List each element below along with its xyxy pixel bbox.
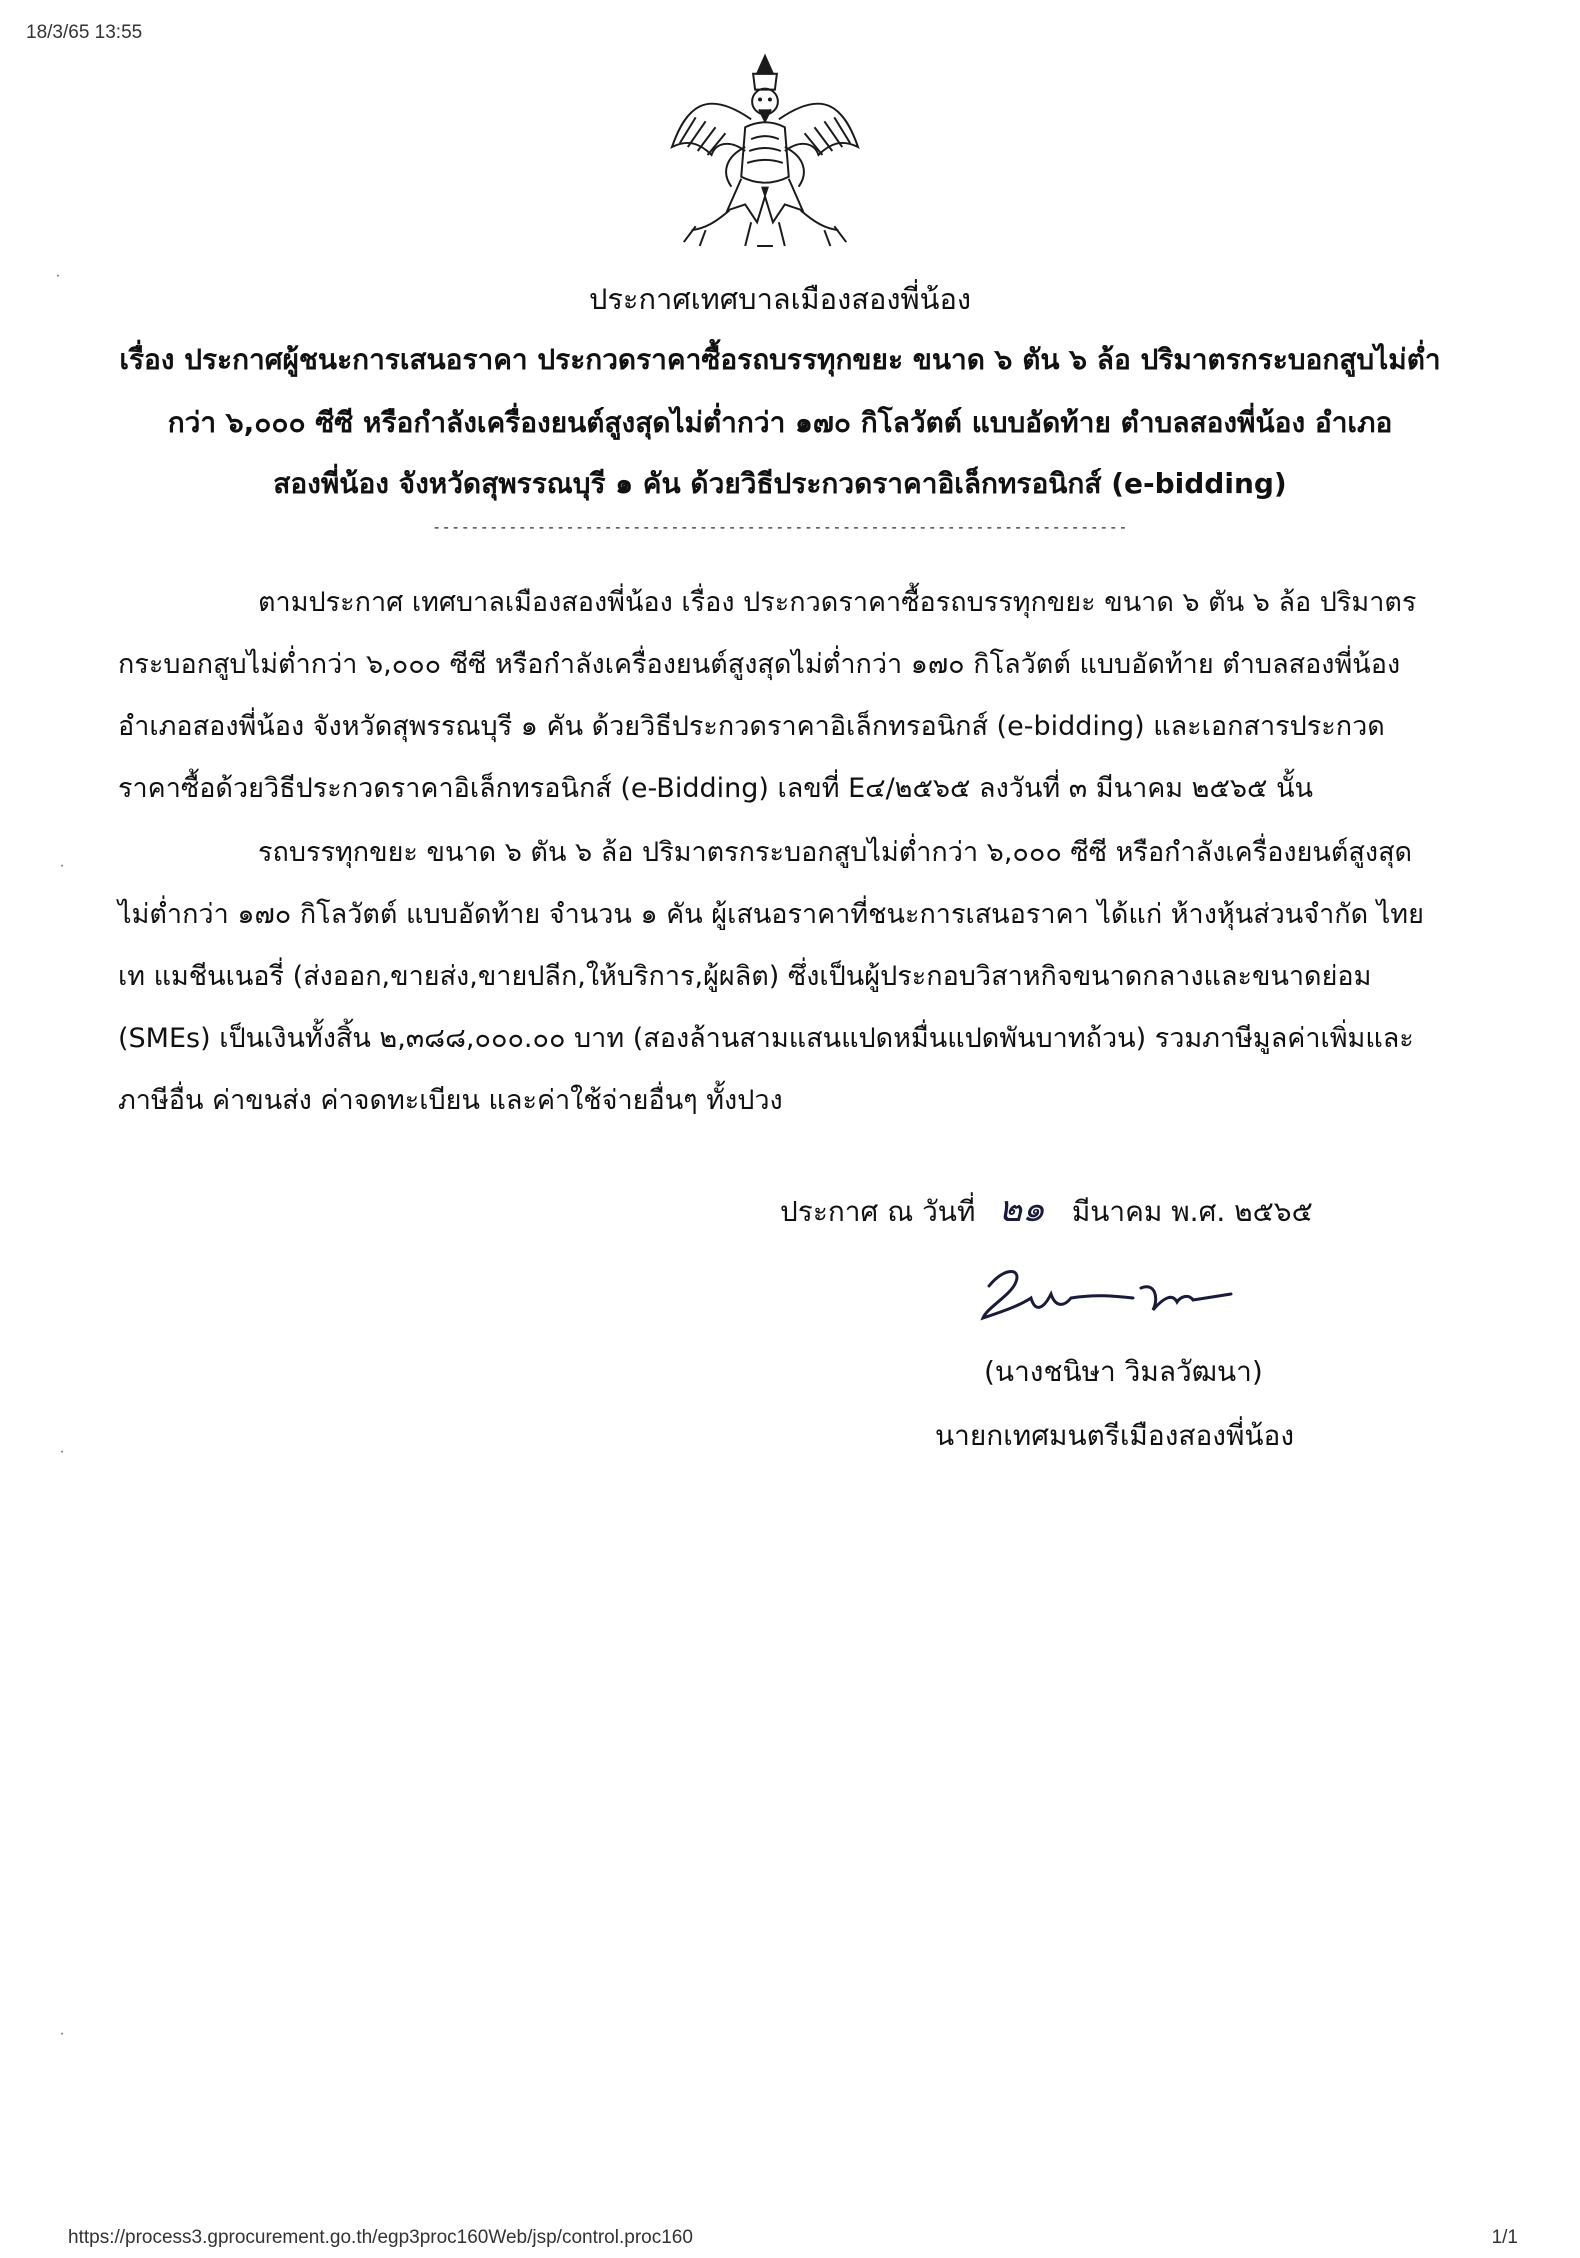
announce-prefix: ประกาศ ณ วันที่: [780, 1195, 976, 1228]
announce-day-handwritten: ๒๑: [998, 1189, 1045, 1230]
paragraph2-line: ภาษีอื่น ค่าขนส่ง ค่าจดทะเบียน และค่าใช้จ่ายอื่นๆ ทั้งปวง: [118, 1085, 783, 1116]
garuda-emblem-icon: [666, 48, 864, 256]
scan-mark: ˙: [58, 2030, 66, 2049]
signer-name: (นางชนิษา วิมลวัฒนา): [984, 1355, 1263, 1388]
scan-mark: ˙: [54, 272, 62, 291]
paragraph2-line: (SMEs) เป็นเงินทั้งสิ้น ๒,๓๘๘,๐๐๐.๐๐ บาท (สองล้านสามแสนแปดหมื่นแปดพันบาทถ้วน) รวมภาษีมูลค่าเพิ่มและ: [118, 1023, 1414, 1054]
announce-date: [780, 1180, 1313, 1237]
paragraph1-line: กระบอกสูบไม่ต่ำกว่า ๖,๐๐๐ ซีซี หรือกำลังเครื่องยนต์สูงสุดไม่ต่ำกว่า ๑๗๐ กิโลวัตต์ แบบอัดท้าย ตำบลสองพี่น้อง: [118, 649, 1401, 680]
subject-line-2: กว่า ๖,๐๐๐ ซีซี หรือกำลังเครื่องยนต์สูงสุดไม่ต่ำกว่า ๑๗๐ กิโลวัตต์ แบบอัดท้าย ตำบลสองพี่น้อง อำเภอ: [167, 406, 1393, 439]
paragraph1-line: อำเภอสองพี่น้อง จังหวัดสุพรรณบุรี ๑ คัน ด้วยวิธีประกวดราคาอิเล็กทรอนิกส์ (e-bidding) และเอกสารประกวด: [118, 711, 1385, 742]
signature-icon: [975, 1258, 1235, 1330]
print-footer-url: https://process3.gprocurement.go.th/egp3proc160Web/jsp/control.proc160: [68, 2227, 693, 2248]
print-footer-page: 1/1: [1491, 2227, 1518, 2248]
paragraph1-line: ราคาซื้อด้วยวิธีประกวดราคาอิเล็กทรอนิกส์ (e-Bidding) เลขที่ E๔/๒๕๖๕ ลงวันที่ ๓ มีนาคม ๒๕๖๕ นั้น: [118, 773, 1313, 804]
subject-line-3: สองพี่น้อง จังหวัดสุพรรณบุรี ๑ คัน ด้วยวิธีประกวดราคาอิเล็กทรอนิกส์ (e-bidding): [273, 467, 1287, 500]
scan-mark: ˙: [58, 862, 66, 881]
divider: -------------------------------------------------------------------------: [432, 518, 1128, 536]
paragraph2-line: รถบรรทุกขยะ ขนาด ๖ ตัน ๖ ล้อ ปริมาตรกระบอกสูบไม่ต่ำกว่า ๖,๐๐๐ ซีซี หรือกำลังเครื่องยนต์สูงสุด: [258, 837, 1413, 868]
paragraph2-line: เท แมชีนเนอรี่ (ส่งออก,ขายส่ง,ขายปลีก,ให้บริการ,ผู้ผลิต) ซึ่งเป็นผู้ประกอบวิสาหกิจขนาดกลางและขนาดย่อม: [118, 961, 1372, 992]
document-title: ประกาศเทศบาลเมืองสองพี่น้อง: [588, 282, 972, 316]
announce-month-year: มีนาคม พ.ศ. ๒๕๖๕: [1071, 1195, 1313, 1228]
paragraph2-line: ไม่ต่ำกว่า ๑๗๐ กิโลวัตต์ แบบอัดท้าย จำนวน ๑ คัน ผู้เสนอราคาที่ชนะการเสนอราคา ได้แก่ ห้างหุ้นส่วนจำกัด ไทย: [118, 899, 1424, 930]
subject-line-1: เรื่อง ประกาศผู้ชนะการเสนอราคา ประกวดราคาซื้อรถบรรทุกขยะ ขนาด ๖ ตัน ๖ ล้อ ปริมาตรกระบอกสูบไม่ต่ำ: [119, 343, 1441, 376]
print-datetime: 18/3/65 13:55: [26, 22, 143, 43]
signer-position: นายกเทศมนตรีเมืองสองพี่น้อง: [935, 1419, 1295, 1452]
paragraph1-line: ตามประกาศ เทศบาลเมืองสองพี่น้อง เรื่อง ประกวดราคาซื้อรถบรรทุกขยะ ขนาด ๖ ตัน ๖ ล้อ ปริมาตร: [258, 587, 1417, 618]
scan-mark: ˙: [58, 1448, 66, 1467]
